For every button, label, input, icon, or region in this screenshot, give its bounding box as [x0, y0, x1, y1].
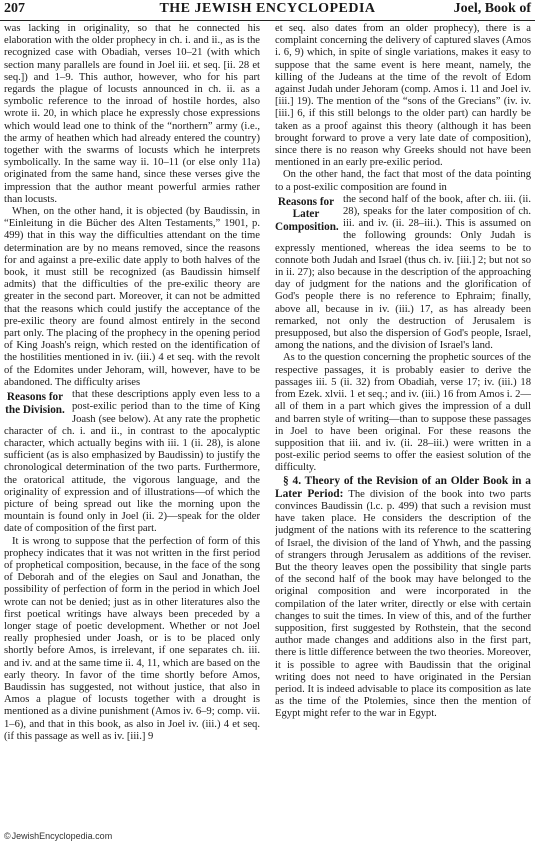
section-paragraph [275, 475, 531, 721]
paragraph: the second half of the book, after ch. iii. (ii. 28), speaks for the later composition of ch. iii. and iv. (ii. 28–iii.). This is assumed on the following grounds: Only Judah is expressly mentioned, whereas the idea seems to be to connote both Judah and Israel (thus ch. iv. [iii.] 2; but not so in ii. 27); also because in the description of the approaching day of judgment for the nations and the glorification of God's people there is no reference to Ephraim; finally, above all, because in iv. (iii.) 17, as has already been remarked, not only the destruction of Jerusalem is presupposed, but also the dispersion of God's people, Israel, among the nations, and the division of Israel's land. [275, 193, 531, 352]
running-title: THE JEWISH ENCYCLOPEDIA [159, 1, 376, 16]
section-text: The division of the book into two parts convinces Baudissin (l.c. p. 499) that such a revision must have taken place. He considers the description of the judgment of the nations with its reference to the scattering of Israel, the division of the land of Yhwh, and the passing of strangers through Jerusalem as additions of the reviser. But the theory leaves open the possibility that single parts of the second half of the book may have belonged to the original composition and were incorporated in the compilation of the later writer, directly or else with certain changes to suit the times. In view of this, and of the further supposition, first suggested by Rothstein, that the second author made changes and additions also in the first part, there is little difference between the two theories. Moreover, it is possible to agree with Baudissin that the original writing does not need to have originated in the Persian period. It is indeed advisable to place its composition as late as the time of the Ptolemies, since then the mention of Egypt might refer to the war in Egypt. [275, 488, 531, 720]
paragraph: It is wrong to suppose that the perfection of form of this prophecy indicates that it was not written in the first period of prophetical composition, because, in the face of the song of Deborah and of the elegies on Saul and Jonathan, the possibility of perfection of form in the period in which Joel wrote can not be denied; just as in other literatures also the first poetical writings have always been preceded by a longer stage of poetic development. Whether or not Joel really prophesied under Joash, or is to be placed only shortly before Amos, is irrelevant, if one separates ch. iii. and iv. and at the same time ii. 4, 11, which are based on the early theory. In favor of the time shortly before Amos, Baudissin has suggested, not without justice, that also in Amos a plague of locusts together with a drought is mentioned as a divine punishment (Amos iv. 6–9; comp. vii. 1–6), and that in this book, as also in Joel iv. (iii.) 4 et seq. (if this passage as well as iv. [iii.] 9 [4, 535, 260, 742]
margin-note: Reasons for Later Composition. [275, 195, 339, 233]
left-column [4, 23, 260, 823]
paragraph: As to the question concerning the prophetic sources of the respective passages, it is probably easier to derive the passages iii. 5 (ii. 32) from Obadiah, verse 17; iv. (iii.) 18 from Ezek. xlvii. 1 et seq.; and iv. (iii.) 16 from Amos i. 2—all of them in a part which gives the impression of a dull and barren style of writing—than to suppose these passages in Joel to have been original. For these reasons the supposition that iii. and iv. (ii. 28–iii.) were written in a post-exilic period seems to offer the easiest solution of the difficulty. [275, 352, 531, 474]
site-footer[interactable] [4, 831, 112, 841]
right-column [275, 23, 531, 823]
paragraph: When, on the other hand, it is objected (by Baudissin, in “Einleitung in die Bücher des Alten Testaments,” 1901, p. 499) that in this way the difficulties attendant on the time determination are by no means removed, since the reasons for and against a pre-exilic date apply to both halves of the book, it must still be recognized (as Baudissin himself admits) that the difficulties of the pre-exilic theory are greater in the second part. Moreover, it can not be admitted that the reasons which could justify the acceptance of the pre-exilic theory are found almost entirely in the second part only. The placing of the prophecy in the opening period of King Joash's reign, which rested on the identification of the hostilities mentioned in iv. (iii.) 4 et seq. with the revolt of the Edomites under Jehoram, will, however, have to be abandoned. The difficulty arises [4, 206, 260, 388]
page-header [0, 0, 535, 21]
article-title: Joel, Book of [453, 1, 531, 16]
margin-note: Reasons for the Division. [5, 391, 65, 416]
paragraph: was lacking in originality, so that he connected his elaboration with the older prophecy in ch. i. and ii., as is the recognized case with Obadiah, verses 10–21 (with which section many parallels are found in Joel iii. et seq. [ii. 28 et seq.]) and 1–9. This author, however, who for his part regards the plague of locusts announced in ch. ii. as a symbolic reference to the inroad of hostile hordes, also wrote ii. 20, in which place he expressly chose expressions which would lead one to think of the “northern” army (i.e., the army of heathen which had already entered the country) together with the swarms of locusts which he interprets symbolically. In the same way ii. 10–11 (or else only 11a) originated from the same hand, since these verses give the impression that the author meant powerful armies rather than locusts. [4, 23, 260, 205]
footer-text: JewishEncyclopedia.com [11, 831, 113, 841]
section-heading: § 4. Theory of the Revision of an Older Book in a Later Period: [275, 474, 531, 500]
copyright-icon: © [4, 831, 11, 841]
paragraph: that these descriptions apply even less to a post-exilic period than to the time of King Joash (see below). At any rate the prophetic character of ch. i. and ii., in contrast to the apocalyptic character, which actually begins with iii. 1 (ii. 28), is alone sufficient (as is also emphasized by Baudissin) to justify the chronological determination of the two parts. Furthermore, the oratorical attitude, the vigorous language, and the originality of expression and of illustrations—of which the picture of being spread out like the morning upon the mountain is found only in Joel (ii. 2)—speak for the older date of composition of the first part. [4, 389, 260, 535]
page-number: 207 [4, 1, 25, 16]
paragraph-lead: On the other hand, the fact that most of the data pointing to a post-exilic composition are found in [275, 169, 531, 193]
paragraph: et seq. also dates from an older prophecy), there is a complaint concerning the delivery of captured slaves (Amos i. 6, 9) which, in spite of single variations, makes it easy to suppose that the same event is here meant, namely, the killing of the Judeans at the time of the revolt of Edom against Judah under Jehoram (comp. Amos i. 11 and Joel iv. [iii.] 19). The mention of the “sons of the Grecians” (iv. iv. [iii.] 6, if this still belongs to the older part) can hardly be taken as a proof against this theory (although it has been brought forward to prove a very late date of composition), since there is no reason why Greeks should not have been mentioned in an early pre-exilic period. [275, 23, 531, 169]
